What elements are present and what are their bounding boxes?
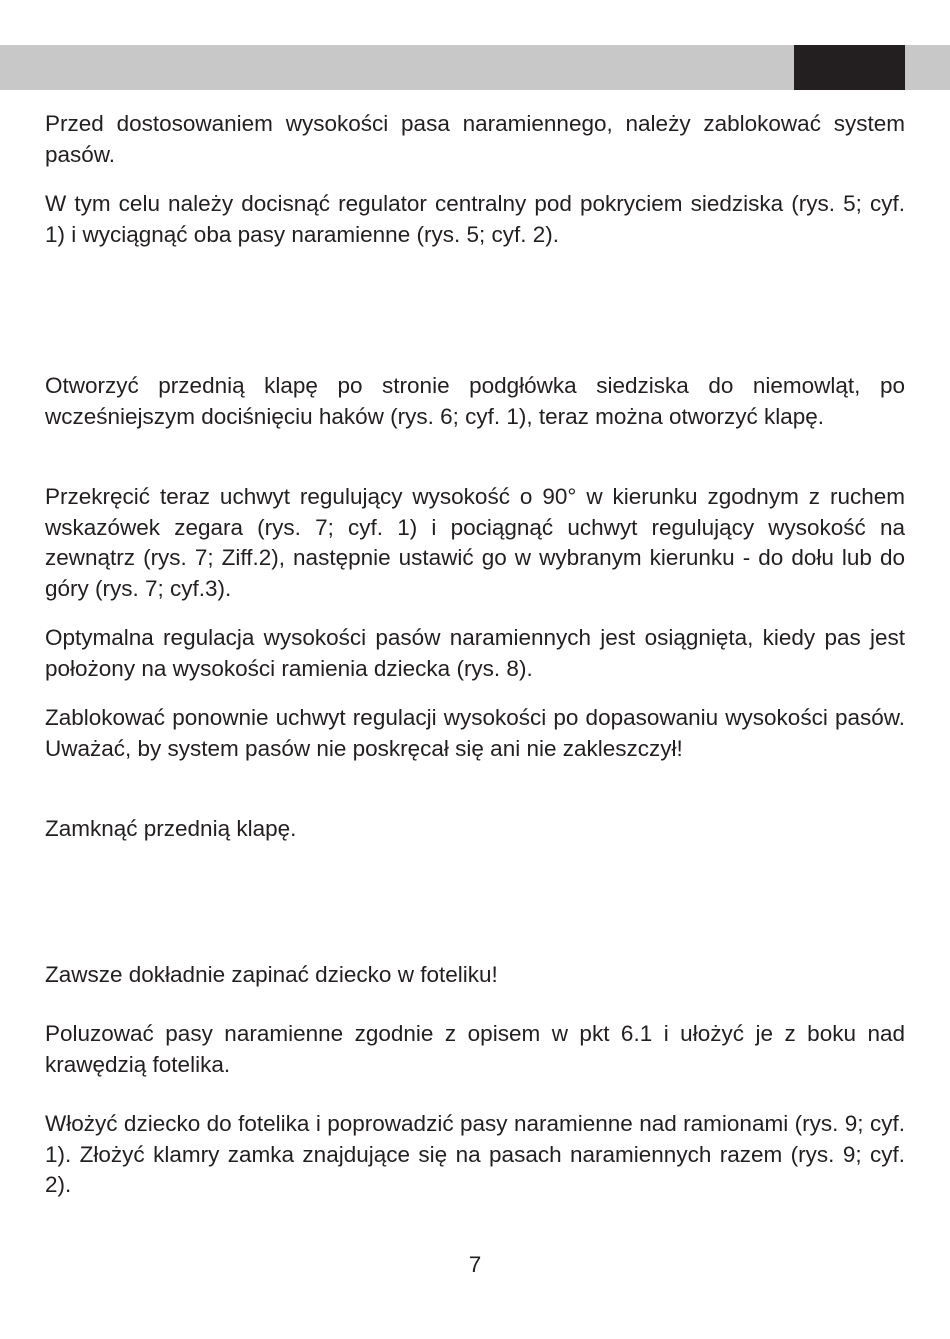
paragraph-close-front-flap: Zamknąć przednią klapę. (45, 816, 297, 841)
paragraph-central-adjuster: W tym celu należy docisnąć regulator centralny pod pokryciem siedziska (rys. 5; cyf. 1) i wyciągnąć oba pasy naramienne (rys. 5; cyf. 2). (45, 191, 905, 247)
header-chapter-block (794, 45, 905, 90)
paragraph-place-child: Włożyć dziecko do fotelika i poprowadzić pasy naramienne nad ramionami (rys. 9; cyf. 1). Złożyć klamry zamka znajdujące się na pasach naramiennych razem (rys. 9; cyf. 2). (45, 1111, 905, 1197)
paragraph-turn-height-handle: Przekręcić teraz uchwyt regulujący wysokość o 90° w kierunku zgodnym z ruchem wskazówek zegara (rys. 7; cyf. 1) i pociągnąć uchwyt regulujący wysokość na zewnątrz (rys. 7; Ziff.2), następnie ustawić go w wybranym kierunku - do dołu lub do góry (rys. 7; cyf.3). (45, 484, 905, 601)
paragraph-optimal-adjustment: Optymalna regulacja wysokości pasów naramiennych jest osiągnięta, kiedy pas jest położony na wysokości ramienia dziecka (rys. 8). (45, 625, 905, 681)
paragraph-relock-handle: Zablokować ponownie uchwyt regulacji wysokości po dopasowaniu wysokości pasów. Uważać, by system pasów nie poskręcał się ani nie zakleszczył! (45, 705, 905, 761)
paragraph-open-front-flap: Otworzyć przednią klapę po stronie podgłówka siedziska do niemowląt, po wcześniejszym dociśnięciu haków (rys. 6; cyf. 1), teraz można otworzyć klapę. (45, 373, 905, 429)
paragraph-lock-harness: Przed dostosowaniem wysokości pasa naramiennego, należy zablokować system pasów. (45, 111, 905, 167)
paragraph-always-buckle: Zawsze dokładnie zapinać dziecko w foteliku! (45, 962, 498, 987)
page-number: 7 (468, 1252, 482, 1277)
paragraph-loosen-straps: Poluzować pasy naramienne zgodnie z opisem w pkt 6.1 i ułożyć je z boku nad krawędzią fotelika. (45, 1021, 905, 1077)
